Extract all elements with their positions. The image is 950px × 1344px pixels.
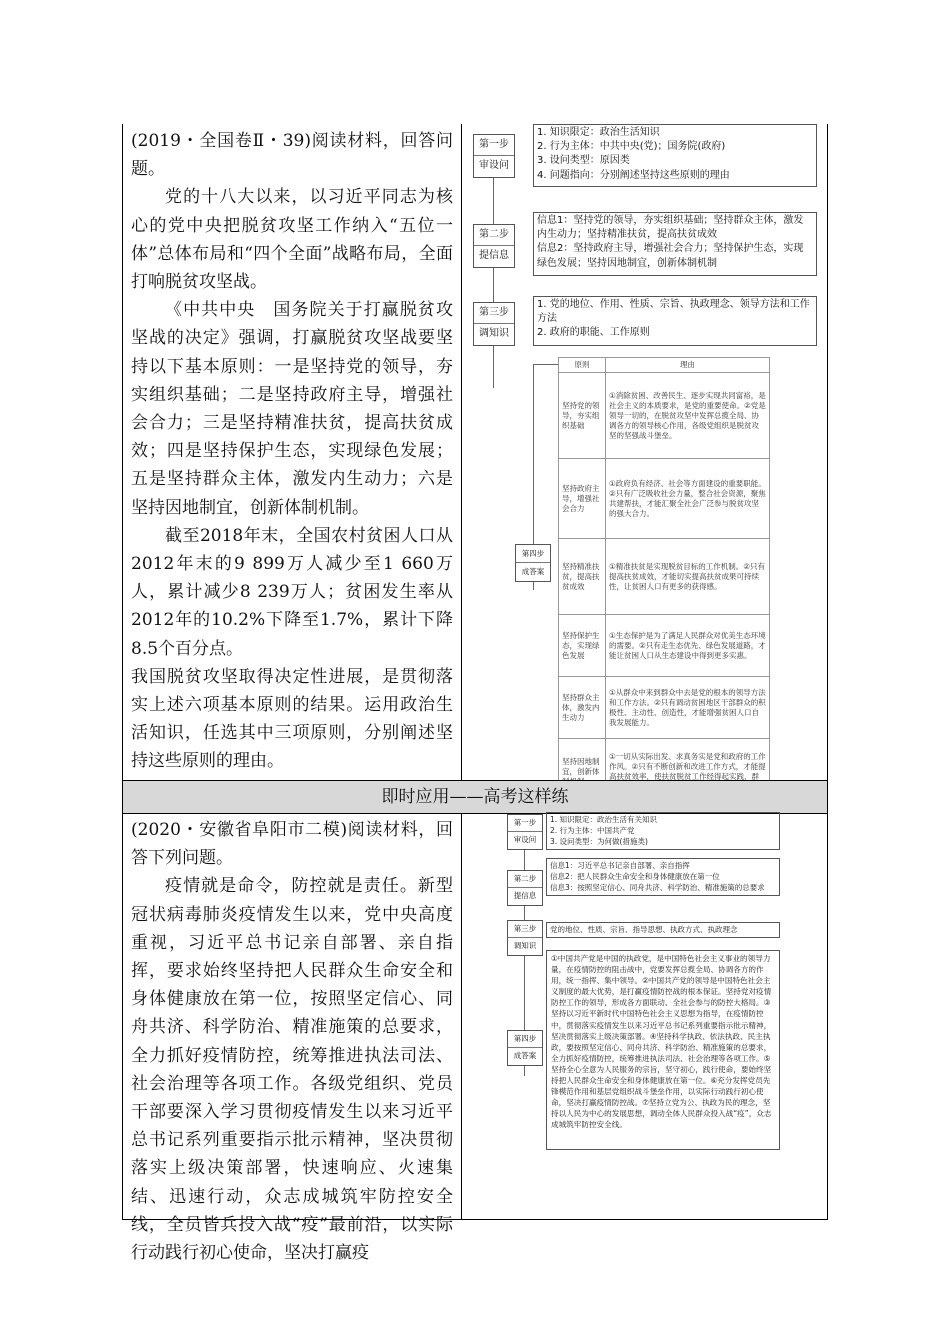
q1-source: (2019・全国卷Ⅱ・39)阅读材料，回答问题。 [131,131,453,180]
q1-paragraph-1: 党的十八大以来，以习近平同志为核心的党中央把脱贫攻坚工作纳入“五位一体”总体布局和“四个全面”战略布局，全面打响脱贫攻坚战。 [131,187,453,293]
q1-paragraph-4: 我国脱贫攻坚取得决定性进展，是贯彻落实上述六项基本原则的结果。运用政治生活知识，任选其中三项原则，分别阐述坚持这些原则的理由。 [131,666,453,772]
step-label: 第二步 [508,871,542,888]
info-line: 3. 设问类型：原因类 [537,155,630,167]
th-principle: 原则 [559,358,606,373]
row-principle: 坚持党的领导，夯实组织基础 [559,373,606,459]
step-name: 成答案 [521,567,545,576]
flow2-step-1 [507,814,543,850]
info-line: 信息1：习近平总书记亲自部署、亲自指挥 [550,861,690,870]
q2-source: (2020・安徽省阜阳市二模)阅读材料，回答下列问题。 [131,820,453,869]
info-line: 1. 知识限定：政治生活有关知识 [550,815,658,824]
step-label: 第四步 [508,1031,542,1048]
info-line: 信息3：按照坚定信心、同舟共济、科学防治、精准施策的总要求 [550,883,765,892]
info-line: 2. 行为主体：中共中央(党)；国务院(政府) [537,141,726,153]
flow1-info-2 [533,212,817,276]
info-line: 1. 党的地位、作用、性质、宗旨、执政理念、领导方法和工作方法 [537,299,810,325]
flow1-answer-table [558,357,770,805]
flow1-step-4 [515,544,551,582]
info-line: 4. 问题指向：分别阐述坚持这些原则的理由 [537,169,730,181]
q1-paragraph-3: 截至2018年末，全国农村贫困人口从2012年末的9 899万人减少至1 660万人，累计减少8 239万人；贫困发生率从2012年的10.2%下降至1.7%，累计下降8.5个百分点。 [131,525,453,659]
row-reason: ①从群众中来到群众中去是党的根本的领导方法和工作方法。②只有调动贫困地区干部群众的积极性、主动性、创造性，才能增强贫困人口自我发展能力。 [606,677,770,739]
info-line: 2. 行为主体：中国共产党 [550,826,635,835]
info-line: 1. 知识限定：政治生活知识 [537,127,660,138]
step-name: 审设问 [479,160,509,171]
info-line: 信息1：坚持党的领导，夯实组织基础；坚持群众主体，激发内生动力；坚持精准扶贫，提高扶贫成效 [537,215,804,241]
step-label: 第三步 [508,921,542,938]
step-name: 提信息 [513,891,537,900]
step-label: 第一步 [474,135,514,156]
th-reason: 理由 [606,358,770,373]
step-label: 第二步 [474,225,514,246]
flow2-info-3 [546,922,780,938]
row-principle: 坚持保护生态，实现绿色发展 [559,615,606,677]
step-name: 审设问 [513,835,537,844]
flow2-step-4 [507,1030,543,1066]
flow1-info-3 [533,296,817,346]
content-table [122,124,828,1264]
info-line: 信息2：把人民群众生命安全和身体健康放在第一位 [550,872,720,881]
step-name: 成答案 [513,1051,537,1060]
step-name: 提信息 [479,250,509,261]
flow2-step-3 [507,920,543,956]
flow1-step-3 [473,302,515,346]
step-name: 调知识 [479,328,509,339]
row-principle: 坚持精准扶贫，提高扶贫成效 [559,539,606,615]
row-principle: 坚持群众主体，激发内生动力 [559,677,606,739]
step-name: 调知识 [513,941,537,950]
question-1-text [131,127,453,776]
info-line: 3. 设问类型：为何做(措施类) [550,837,648,846]
row-reason: ①政府负有经济、社会等方面建设的重要职能。②只有广泛吸收社会力量，整合社会资源，聚焦共建帮扶，才能汇聚全社会广泛参与脱贫攻坚的强大合力。 [606,459,770,539]
flow1-step-1 [473,134,515,178]
question-2-text [131,816,453,1267]
section-band: 即时应用——高考这样练 [123,780,827,814]
flow2-answer: ①中国共产党是中国的执政党，是中国特色社会主义事业的领导力量，在疫情防控的阻击战中，党要发挥总揽全局、协调各方的作用，统一指挥、集中领导。②中国共产党的领导是中国特色社会主义制度的最大优势，是打赢疫情防控战的根本保证。坚持党对疫情防控工作的领导，形成各方面联动、全社会参与的防控大格局。③坚持以习近平新时代中国特色社会主义思想为指导，在疫情防控中，贯彻落实疫情发生以来习近平总书记系列重要指示批示精神，坚决贯彻落实上级决策部署。④坚持科学执政、依法执政、民主执政，要按照坚定信心、同舟共济、科学防治、精准施策的总要求，全力抓好疫情防控，统筹推进执法司法、社会治理等各项工作。⑤坚持全心全意为人民服务的宗旨，坚守初心，践行使命，要始终坚持把人民群众生命安全和身体健康放在第一位。⑥充分发挥党员先锋模范作用和基层党组织战斗堡垒作用，以实际行动践行初心使命，坚决打赢疫情防控战。⑦坚持立党为公、执政为民的理念，坚持以人民为中心的发展思想，调动全体人民群众投入战“疫”，众志成城筑牢防控安全线。 [546,950,780,1150]
row-principle: 坚持政府主导，增强社会合力 [559,459,606,539]
flow2-step-2 [507,870,543,906]
row-reason: ①一切从实际出发、求真务实是党和政府的工作作风。②只有不断创新和改进工作方式，才能提高扶贫效率，使扶贫脱贫工作经得起实践、群 [606,739,770,805]
q2-paragraph-1: 疫情就是命令，防控就是责任。新型冠状病毒肺炎疫情发生以来，党中央高度重视，习近平总书记亲自部署、亲自指挥，要求始终坚持把人民群众生命安全和身体健康放在第一位，按照坚定信心、同舟共济、科学防治、精准施策的总要求，全力抓好疫情防控，统筹推进执法司法、社会治理等各项工作。各级党组织、党员干部要深入学习贯彻疫情发生以来习近平总书记系列重要指示批示精神，坚决贯彻落实上级决策部署，快速响应、火速集结、迅速行动，众志成城筑牢防控安全线，全员皆兵投入战“疫”最前沿，以实际行动践行初心使命，坚决打赢疫 [131,876,453,1264]
row-principle: 坚持因地制宜，创新体 [559,739,606,805]
row-reason: ①生态保护是为了满足人民群众对优美生态环境的需要。②只有走生态优先、绿色发展道路，才能让贫困人口从生态建设中得到更多实惠。 [606,615,770,677]
step-label: 第三步 [474,303,514,324]
flow1-info-1 [533,124,817,187]
flow2-info-1 [546,812,780,850]
info-line: 党的地位、性质、宗旨、指导思想、执政方式、执政理念 [550,925,738,934]
flow2-info-2 [546,858,780,896]
row-reason: ①消除贫困、改善民生、逐步实现共同富裕，是社会主义的本质要求，是党的重要使命。②党是领导一切的，在脱贫攻坚中发挥总揽全局、协调各方的领导核心作用，各级党组织是脱贫攻坚的坚强战斗堡垒。 [606,373,770,459]
step-label: 第一步 [508,815,542,832]
column-divider [461,124,462,1220]
flow1-step-2 [473,224,515,268]
row-reason: ①精准扶贫是实现脱贫目标的工作机制。②只有提高扶贫成效，才能切实提高扶贫成果可持续性，让贫困人口有更多的获得感。 [606,539,770,615]
info-line: 2. 政府的职能、工作原则 [537,327,650,339]
info-line: 信息2：坚持政府主导，增强社会合力；坚持保护生态，实现绿色发展；坚持因地制宜，创新体制机制 [537,243,804,269]
q1-paragraph-2: 《中共中央 国务院关于打赢脱贫攻坚战的决定》强调，打赢脱贫攻坚战要坚持以下基本原则：一是坚持党的领导，夯实组织基础；二是坚持政府主导，增强社会合力；三是坚持精准扶贫，提高扶贫成效；四是坚持保护生态，实现绿色发展；五是坚持群众主体，激发内生动力；六是坚持因地制宜，创新体制机制。 [131,300,453,518]
step-label: 第四步 [516,545,550,563]
